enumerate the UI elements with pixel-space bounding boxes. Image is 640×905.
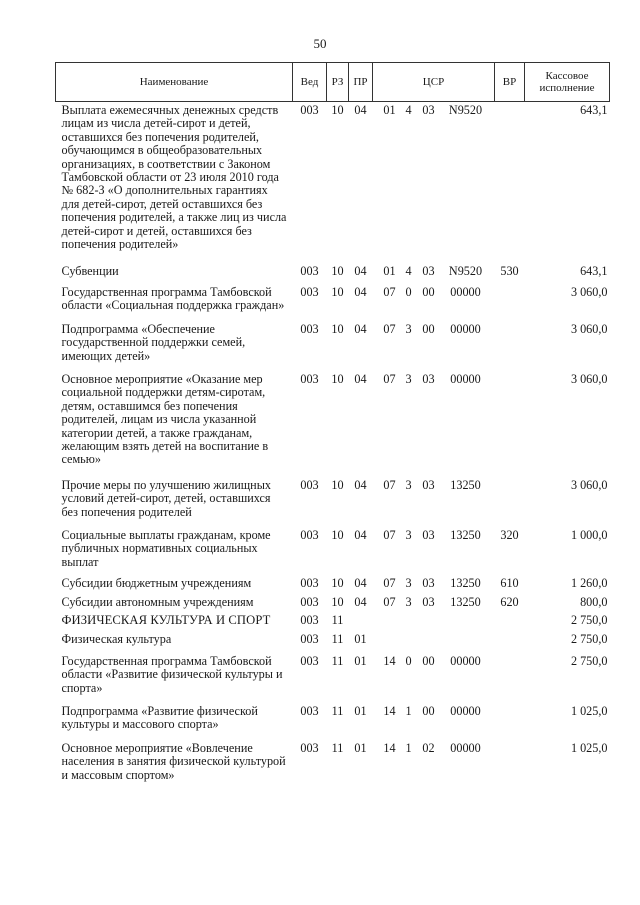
row-csr	[373, 469, 495, 521]
csr-part-c3: 02	[422, 740, 435, 755]
row-pr: 01	[354, 704, 367, 719]
row-csr	[373, 281, 495, 315]
row-pr: 01	[354, 632, 367, 647]
row-value: 2 750,0	[570, 632, 608, 647]
row-rz: 10	[331, 371, 344, 386]
csr-part-c3: 00	[422, 704, 435, 719]
csr-part-c4: 00000	[450, 321, 481, 336]
row-ved: 003	[300, 613, 319, 627]
row-name: Социальные выплаты гражданам, кроме публичных нормативных социальных выплат	[61, 527, 271, 569]
csr-part-c1: 07	[383, 594, 396, 609]
row-value: 1 260,0	[570, 576, 608, 591]
row-value: 800,0	[580, 594, 608, 609]
csr-part-c2: 3	[405, 477, 412, 492]
row-pr: 04	[354, 371, 367, 386]
row-rz: 11	[331, 613, 344, 627]
row-ved: 003	[300, 594, 319, 609]
row-ved: 003	[300, 704, 319, 719]
csr-part-c2: 0	[405, 653, 412, 668]
row-name: Выплата ежемесячных денежных средств лицам из числа детей-сирот и детей, оставшихся без попечения родителей, обучающимся в общеобразовательных организациях, в соответствии с Законом Тамбовской области от 23 июля 2010 года № 682-З «О дополнительных гарантиях для детей-сирот, детей оставшихся без попечения родителей, а также лиц из числа детей-сирот и детей, оставшихся без попечения родителей»	[61, 103, 287, 252]
row-csr	[373, 253, 495, 280]
row-value: 3 060,0	[570, 477, 608, 492]
row-csr	[373, 697, 495, 734]
row-ved: 003	[300, 321, 319, 336]
csr-part-c2: 3	[405, 527, 412, 542]
csr-part-c1: 07	[383, 576, 396, 591]
row-pr: 04	[354, 284, 367, 299]
csr-part-c4: 13250	[450, 594, 481, 609]
row-ved: 003	[300, 103, 319, 117]
row-pr: 04	[354, 264, 367, 279]
header-vr: ВР	[495, 63, 525, 102]
row-pr: 04	[354, 527, 367, 542]
row-rz: 10	[331, 576, 344, 591]
row-rz: 11	[331, 740, 344, 755]
table-header-row	[56, 63, 610, 102]
csr-part-c3: 03	[422, 527, 435, 542]
row-rz: 10	[331, 103, 344, 117]
row-rz: 11	[331, 653, 344, 668]
row-name: ФИЗИЧЕСКАЯ КУЛЬТУРА И СПОРТ	[61, 613, 271, 627]
row-name: Субсидии бюджетным учреждениям	[61, 576, 252, 591]
table-row	[56, 593, 610, 611]
row-ved: 003	[300, 576, 319, 591]
row-csr	[373, 629, 495, 648]
csr-part-c3: 00	[422, 284, 435, 299]
csr-part-c3: 03	[422, 594, 435, 609]
row-name: Прочие меры по улучшению жилищных условий детей-сирот, детей, оставшихся без попечения родителей	[61, 477, 271, 519]
table-row	[56, 469, 610, 521]
row-vr	[495, 365, 525, 469]
row-value: 3 060,0	[570, 371, 608, 386]
row-csr	[373, 365, 495, 469]
table-row	[56, 521, 610, 571]
row-ved: 003	[300, 477, 319, 492]
row-csr	[373, 611, 495, 629]
csr-part-c1: 07	[383, 371, 396, 386]
header-execution: Кассовое исполнение	[525, 63, 610, 102]
row-pr: 04	[354, 477, 367, 492]
row-ved: 003	[300, 740, 319, 755]
csr-part-c3: 03	[422, 477, 435, 492]
csr-part-c4: 00000	[450, 653, 481, 668]
header-ved: Вед	[293, 63, 327, 102]
csr-part-c1: 14	[383, 653, 396, 668]
row-vr	[495, 649, 525, 697]
header-csr: ЦСР	[373, 63, 495, 102]
row-rz: 10	[331, 284, 344, 299]
budget-table	[55, 62, 610, 784]
row-rz: 11	[331, 704, 344, 719]
row-name: Государственная программа Тамбовской области «Социальная поддержка граждан»	[61, 284, 285, 313]
row-vr: 610	[500, 576, 519, 591]
row-pr: 04	[354, 576, 367, 591]
csr-part-c3: 03	[422, 264, 435, 279]
row-vr	[495, 315, 525, 365]
csr-part-c2: 4	[405, 264, 412, 279]
csr-part-c3: 03	[422, 371, 435, 386]
row-vr	[495, 281, 525, 315]
csr-part-c3: 03	[422, 103, 435, 117]
row-vr	[495, 102, 525, 254]
row-name: Основное мероприятие «Вовлечение населения в занятия физической культурой и массовым спортом»	[61, 740, 286, 782]
csr-part-c1: 07	[383, 284, 396, 299]
row-ved: 003	[300, 264, 319, 279]
row-ved: 003	[300, 371, 319, 386]
csr-part-c1: 07	[383, 321, 396, 336]
row-name: Физическая культура	[61, 632, 172, 647]
csr-part-c2: 3	[405, 576, 412, 591]
table-row	[56, 629, 610, 648]
row-value: 3 060,0	[570, 284, 608, 299]
row-name: Субвенции	[61, 264, 119, 279]
row-csr	[373, 521, 495, 571]
row-rz: 11	[331, 632, 344, 647]
csr-part-c4: 00000	[450, 371, 481, 386]
row-csr	[373, 571, 495, 592]
row-ved: 003	[300, 653, 319, 668]
csr-part-c2: 3	[405, 321, 412, 336]
row-name: Подпрограмма «Развитие физической культуры и массового спорта»	[61, 704, 258, 732]
csr-part-c1: 14	[383, 740, 396, 755]
row-pr: 04	[354, 103, 367, 117]
table-row	[56, 571, 610, 592]
csr-part-c2: 3	[405, 594, 412, 609]
row-pr	[349, 611, 373, 629]
csr-part-c4: 13250	[450, 576, 481, 591]
row-pr: 01	[354, 653, 367, 668]
header-name: Наименование	[56, 63, 293, 102]
csr-part-c2: 0	[405, 284, 412, 299]
row-rz: 10	[331, 264, 344, 279]
row-value: 1 025,0	[570, 740, 608, 755]
csr-part-c4: 13250	[450, 477, 481, 492]
row-pr: 01	[354, 740, 367, 755]
csr-part-c2: 4	[405, 103, 412, 117]
page-number: 50	[313, 36, 327, 51]
header-pr: ПР	[349, 63, 373, 102]
csr-part-c4: 13250	[450, 527, 481, 542]
csr-part-c3: 03	[422, 576, 435, 591]
row-value: 643,1	[580, 264, 608, 279]
row-vr	[495, 734, 525, 784]
row-value: 1 000,0	[570, 527, 608, 542]
row-vr: 320	[500, 527, 519, 542]
row-rz: 10	[331, 527, 344, 542]
row-vr: 530	[500, 264, 519, 279]
csr-part-c1: 14	[383, 704, 396, 719]
csr-part-c1: 01	[383, 264, 396, 279]
header-rz: РЗ	[327, 63, 349, 102]
row-csr	[373, 102, 495, 254]
csr-part-c3: 00	[422, 653, 435, 668]
csr-part-c2: 3	[405, 371, 412, 386]
csr-part-c3: 00	[422, 321, 435, 336]
row-pr: 04	[354, 594, 367, 609]
row-vr: 620	[500, 594, 519, 609]
row-vr	[495, 629, 525, 648]
row-ved: 003	[300, 527, 319, 542]
csr-part-c4: N9520	[448, 264, 483, 279]
row-pr: 04	[354, 321, 367, 336]
row-csr	[373, 315, 495, 365]
table-row	[56, 611, 610, 629]
csr-part-c1: 07	[383, 477, 396, 492]
row-rz: 10	[331, 594, 344, 609]
row-value: 643,1	[580, 103, 608, 117]
csr-part-c4: 00000	[450, 704, 481, 719]
row-name: Государственная программа Тамбовской области «Развитие физической культуры и спорта»	[61, 653, 283, 695]
row-value: 2 750,0	[570, 613, 608, 627]
row-name: Подпрограмма «Обеспечение государственной поддержки семей, имеющих детей»	[61, 321, 246, 363]
row-name: Основное мероприятие «Оказание мер социальной поддержки детям-сиротам, детям, оставшимся без попечения родителей, лицам из числа указанной категории детей, а также гражданам, желающим взять детей на воспитание в семью»	[61, 371, 269, 467]
csr-part-c2: 1	[405, 740, 412, 755]
table-row	[56, 697, 610, 734]
table-row	[56, 253, 610, 280]
table-row	[56, 734, 610, 784]
row-ved: 003	[300, 632, 319, 647]
row-csr	[373, 649, 495, 697]
csr-part-c1: 07	[383, 527, 396, 542]
row-vr	[495, 611, 525, 629]
csr-part-c2: 1	[405, 704, 412, 719]
row-csr	[373, 734, 495, 784]
csr-part-c4: 00000	[450, 740, 481, 755]
table-row	[56, 281, 610, 315]
row-name: Субсидии автономным учреждениям	[61, 594, 254, 609]
table-row	[56, 315, 610, 365]
csr-part-c4: N9520	[448, 103, 483, 117]
table-row	[56, 102, 610, 254]
row-vr	[495, 697, 525, 734]
row-value: 3 060,0	[570, 321, 608, 336]
row-vr	[495, 469, 525, 521]
row-rz: 10	[331, 321, 344, 336]
row-value: 1 025,0	[570, 704, 608, 719]
row-rz: 10	[331, 477, 344, 492]
row-ved: 003	[300, 284, 319, 299]
csr-part-c4: 00000	[450, 284, 481, 299]
row-csr	[373, 593, 495, 611]
csr-part-c1: 01	[383, 103, 396, 117]
table-row	[56, 649, 610, 697]
row-value: 2 750,0	[570, 653, 608, 668]
table-row	[56, 365, 610, 469]
